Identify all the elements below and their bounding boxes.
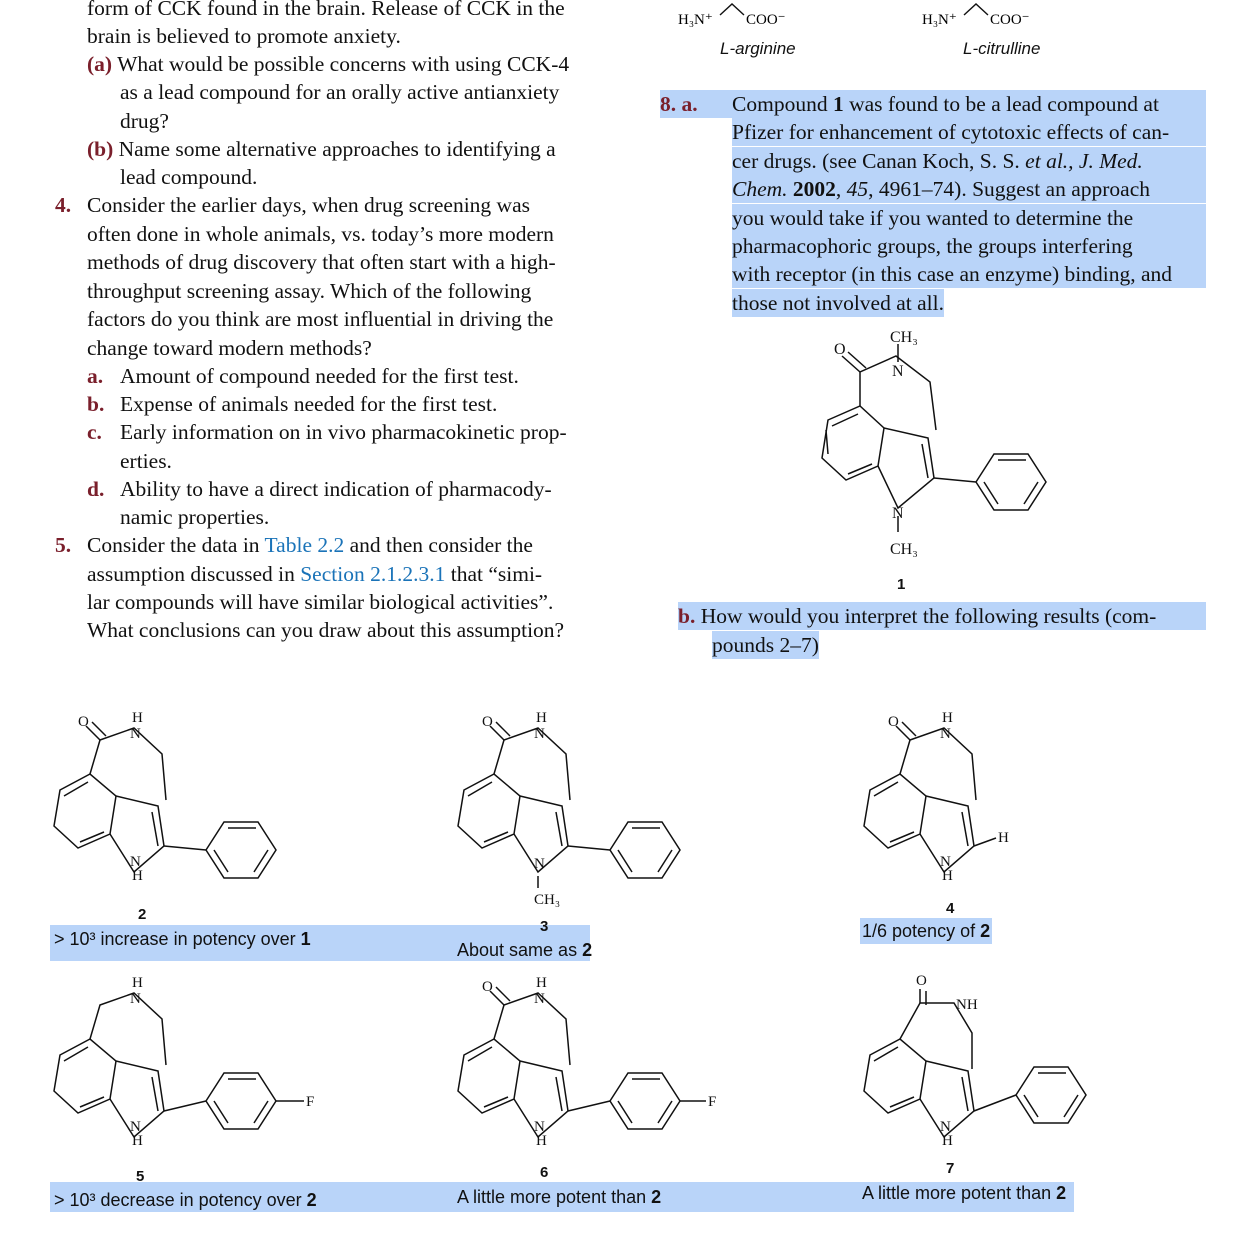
bond <box>556 1077 562 1111</box>
bond <box>568 1101 610 1111</box>
text-line <box>678 602 1206 630</box>
text-line <box>87 560 542 588</box>
question-3b <box>87 135 556 163</box>
compound-ref: 2 <box>980 921 991 941</box>
bond <box>618 1101 632 1123</box>
bond <box>568 846 610 850</box>
bond <box>658 1101 672 1123</box>
bond <box>54 1039 116 1113</box>
text-line <box>732 147 1206 175</box>
text-line: Pfizer for enhancement of cytotoxic effects of can- <box>732 118 1206 146</box>
bond <box>214 1101 228 1123</box>
bond <box>922 444 928 478</box>
text-span: et al., J. Med. <box>1025 149 1143 173</box>
section-link[interactable]: Section 2.1.2.3.1 <box>300 562 446 586</box>
compound-4-structure <box>850 700 1070 900</box>
amino-acid-fragments <box>670 0 1090 40</box>
bond <box>962 812 968 846</box>
question-label <box>660 90 732 118</box>
result-text: > 10³ increase in potency over <box>54 929 301 949</box>
text-span: Chem. <box>732 177 788 201</box>
text-line: as a lead compound for an orally active antianxiety <box>120 80 560 104</box>
option-b <box>87 390 104 418</box>
bond <box>1016 1067 1086 1123</box>
atom-label: O <box>916 973 927 989</box>
bond <box>848 464 872 474</box>
result-text: > 10³ decrease in potency over <box>54 1190 307 1210</box>
text-line: pounds 2–7) <box>712 633 819 657</box>
atom-label: H <box>536 710 547 726</box>
atom-label: H <box>942 1133 953 1149</box>
bond <box>494 728 570 800</box>
citrulline-label: L-citrulline <box>963 39 1041 58</box>
text-line: factors do you think are most influential in driving the <box>87 307 554 331</box>
bond <box>874 1047 898 1061</box>
text-span: was found to be a lead compound at <box>843 92 1159 116</box>
bond <box>1024 1095 1038 1117</box>
bond <box>164 1101 206 1111</box>
bond <box>974 1095 1016 1111</box>
question-label: 5. <box>55 533 72 557</box>
bond <box>1024 482 1038 504</box>
compound-number: 3 <box>540 918 549 935</box>
option-label: a. <box>87 364 104 388</box>
compound-number: 6 <box>540 1164 549 1181</box>
atom-label: CH₃ <box>890 329 918 346</box>
option-a <box>87 362 103 390</box>
option-label: c. <box>87 420 102 444</box>
compound-result <box>54 929 311 950</box>
bond <box>976 454 1046 510</box>
question-label: (b) <box>87 137 114 161</box>
atom-label: N <box>940 726 951 742</box>
bond <box>214 850 228 872</box>
bond <box>890 1097 914 1107</box>
bond <box>254 1101 268 1123</box>
text-line: Amount of compound needed for the first test. <box>120 364 519 388</box>
text-span: cer drugs. (see Canan Koch, S. S. <box>732 149 1026 173</box>
bond <box>80 832 104 842</box>
bond <box>64 782 88 796</box>
atom-label: H <box>536 975 547 991</box>
atom-label: N <box>130 854 141 870</box>
bond <box>720 4 744 15</box>
bond <box>848 352 866 368</box>
bond <box>484 832 508 842</box>
amine-group: H₃N⁺ <box>678 12 713 28</box>
text-span: Consider the data in <box>87 533 265 557</box>
atom-label: H <box>998 830 1009 846</box>
bond <box>962 1077 968 1111</box>
bond <box>468 1047 492 1061</box>
bond <box>900 728 976 800</box>
text-line: drug? <box>120 109 169 133</box>
text-span: 45 <box>846 177 869 201</box>
bond <box>934 478 976 482</box>
text-line <box>732 90 1206 118</box>
arginine-label: L-arginine <box>720 39 796 58</box>
compound-2-structure <box>40 700 300 900</box>
atom-label: N <box>940 854 951 870</box>
bond <box>206 822 276 878</box>
bond <box>984 482 998 504</box>
compound-ref: 2 <box>651 1187 662 1207</box>
atom-label: F <box>306 1094 315 1110</box>
atom-label: N <box>130 1119 141 1135</box>
atom-label: H <box>132 868 143 884</box>
atom-label: H <box>536 1133 547 1149</box>
bond <box>1064 1095 1078 1117</box>
atom-label: N <box>534 856 545 872</box>
atom-label: N <box>130 726 141 742</box>
atom-label: O <box>482 979 493 995</box>
table-link[interactable]: Table 2.2 <box>264 533 345 557</box>
compound-6-structure <box>440 965 740 1165</box>
text-line: lead compound. <box>120 165 258 189</box>
carboxylate-group: COO⁻ <box>746 12 786 28</box>
bond <box>80 1097 104 1107</box>
atom-label: H <box>942 710 953 726</box>
question-5 <box>55 531 71 559</box>
bond <box>618 850 632 872</box>
option-c <box>87 418 102 446</box>
question-4 <box>55 191 71 219</box>
text-line: Early information on in vivo pharmacokinetic prop- <box>120 420 567 444</box>
question-label: 4. <box>55 193 72 217</box>
bond <box>458 1039 520 1113</box>
bond <box>890 832 914 842</box>
compound-number: 2 <box>138 906 147 923</box>
bond <box>54 774 116 848</box>
option-label: d. <box>87 477 105 501</box>
text-line: you would take if you wanted to determine the <box>732 204 1206 232</box>
text-line: pharmacophoric groups, the groups interfering <box>732 232 1206 260</box>
bond <box>964 4 988 15</box>
bond <box>494 993 570 1065</box>
question-3a <box>87 50 569 78</box>
bond <box>826 430 828 454</box>
compound-ref: 1 <box>832 92 844 116</box>
bond <box>64 1047 88 1061</box>
question-label: b. <box>678 604 696 628</box>
bond <box>974 838 996 846</box>
atom-label: O <box>78 714 89 730</box>
text-span: 2002 <box>787 177 836 201</box>
option-label: b. <box>87 392 105 416</box>
text-line: Expense of animals needed for the first test. <box>120 392 498 416</box>
text-line: throughput screening assay. Which of the following <box>87 279 532 303</box>
compound-number: 5 <box>136 1168 145 1185</box>
text-line: change toward modern methods? <box>87 336 372 360</box>
bond <box>610 822 680 878</box>
text-span: and then consider the <box>344 533 533 557</box>
option-d <box>87 475 104 503</box>
atom-label: N <box>534 1119 545 1135</box>
bond <box>152 1077 158 1111</box>
bond <box>458 774 520 848</box>
bond <box>90 993 166 1065</box>
atom-label: NH <box>956 997 978 1013</box>
text-line: often done in whole animals, vs. today’s more modern <box>87 222 554 246</box>
compound-ref: 2 <box>306 1190 317 1210</box>
compound-number: 7 <box>946 1160 955 1177</box>
bond <box>90 728 166 800</box>
text-line: erties. <box>120 449 172 473</box>
atom-label: O <box>482 714 493 730</box>
compound-number: 4 <box>946 900 955 917</box>
text-span: How would you interpret the following results (com- <box>700 604 1157 628</box>
compound-result <box>862 1183 1066 1204</box>
compound-result <box>862 921 990 942</box>
compound-result <box>54 1190 317 1211</box>
text-span: that “simi- <box>445 562 543 586</box>
text-line: Consider the earlier days, when drug screening was <box>87 193 530 217</box>
question-number: 8. a. <box>660 92 698 116</box>
text-span: , <box>835 177 847 201</box>
bond <box>468 782 492 796</box>
atom-label: CH₃ <box>890 541 918 558</box>
text-line: Name some alternative approaches to identifying a <box>118 137 556 161</box>
text-line: lar compounds will have similar biological activities”. <box>87 590 554 614</box>
carboxylate-group: COO⁻ <box>990 12 1030 28</box>
atom-label: H <box>942 868 953 884</box>
bond <box>484 1097 508 1107</box>
text-line: What conclusions can you draw about this assumption? <box>87 618 565 642</box>
compound-ref: 1 <box>300 929 311 949</box>
atom-label: N <box>534 726 545 742</box>
atom-label: O <box>834 341 846 358</box>
text-span: Compound <box>732 92 833 116</box>
result-text: A little more potent than <box>862 1183 1057 1203</box>
text-line: methods of drug discovery that often start with a high- <box>87 250 556 274</box>
text-line <box>732 175 1206 203</box>
bond <box>610 1073 680 1129</box>
atom-label: N <box>940 1119 951 1135</box>
text-line: Ability to have a direct indication of pharmacody- <box>120 477 552 501</box>
result-text: 1/6 potency of <box>862 921 981 941</box>
bond <box>874 782 898 796</box>
atom-label: O <box>888 714 899 730</box>
result-text: A little more potent than <box>457 1187 652 1207</box>
atom-label: CH₃ <box>534 892 561 908</box>
compound-3-structure <box>440 700 700 910</box>
bond <box>164 846 206 850</box>
result-text: About same as <box>457 940 583 960</box>
atom-label: N <box>534 991 545 1007</box>
bond <box>152 812 158 846</box>
text-line: form of CCK found in the brain. Release of CCK in the <box>87 0 565 20</box>
text-line: with receptor (in this case an enzyme) binding, and <box>732 260 1206 288</box>
atom-label: H <box>132 975 143 991</box>
atom-label: H <box>132 1133 143 1149</box>
atom-label: F <box>708 1094 717 1110</box>
compound-5-structure <box>40 965 340 1165</box>
bond <box>254 850 268 872</box>
atom-label: N <box>892 505 904 522</box>
bond <box>556 812 562 846</box>
atom-label: H <box>132 710 143 726</box>
compound-1-structure <box>780 320 1080 580</box>
text-line: those not involved at all. <box>732 291 944 315</box>
bond <box>864 774 926 848</box>
compound-ref: 2 <box>1056 1183 1067 1203</box>
atom-label: N <box>892 363 904 380</box>
amine-group: H₃N⁺ <box>922 12 957 28</box>
question-label: (a) <box>87 52 113 76</box>
text-line: namic properties. <box>120 505 270 529</box>
compound-ref: 2 <box>582 940 593 960</box>
bond <box>842 356 860 372</box>
compound-result <box>457 1187 661 1208</box>
bond <box>864 1039 926 1113</box>
compound-7-structure <box>850 965 1110 1165</box>
atom-label: N <box>130 991 141 1007</box>
bond <box>206 1073 276 1129</box>
text-span: , 4961–74). Suggest an approach <box>868 177 1151 201</box>
text-line: brain is believed to promote anxiety. <box>87 24 401 48</box>
text-line: What would be possible concerns with using CCK-4 <box>117 52 570 76</box>
text-line <box>87 531 533 559</box>
bond <box>658 850 672 872</box>
compound-result <box>457 940 592 961</box>
text-span: assumption discussed in <box>87 562 301 586</box>
compound-number: 1 <box>897 576 906 593</box>
